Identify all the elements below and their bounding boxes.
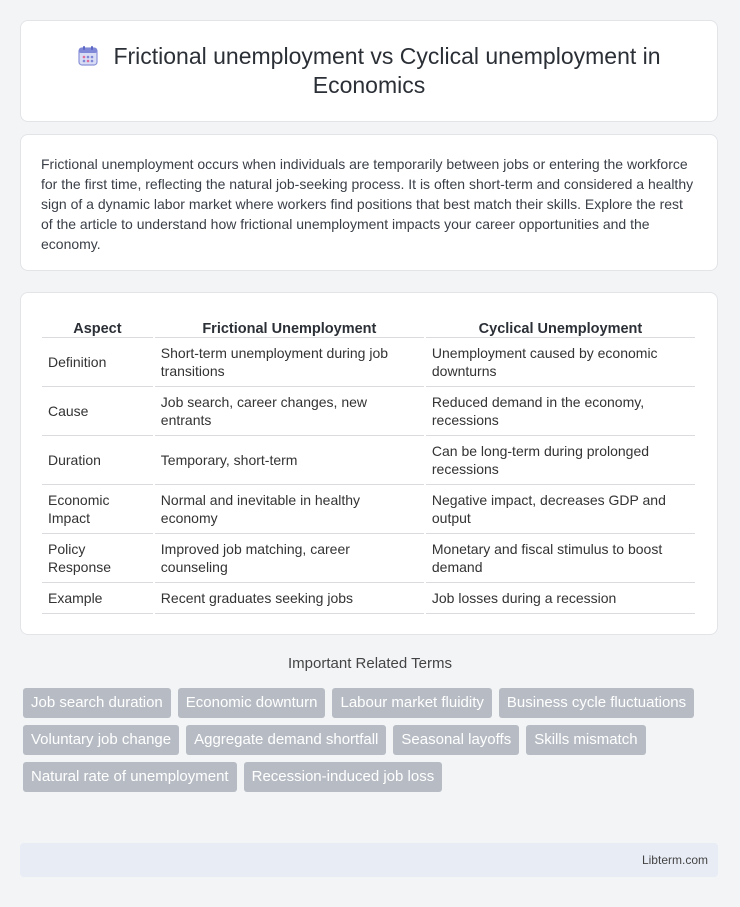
table-cell-aspect: Definition: [42, 338, 153, 387]
table-cell-frictional: Recent graduates seeking jobs: [155, 583, 424, 614]
table-row: [42, 485, 695, 534]
term-tag[interactable]: Voluntary job change: [23, 725, 179, 755]
table-cell-aspect: Example: [42, 583, 153, 614]
term-tag[interactable]: Seasonal layoffs: [393, 725, 519, 755]
term-tag[interactable]: Job search duration: [23, 688, 171, 718]
term-tag[interactable]: Economic downturn: [178, 688, 326, 718]
related-terms-list: [23, 688, 723, 799]
table-cell-cyclical: Reduced demand in the economy, recessions: [426, 387, 695, 436]
table-cell-cyclical: Unemployment caused by economic downturns: [426, 338, 695, 387]
footer-site-link[interactable]: Libterm.com: [641, 853, 708, 867]
related-terms-heading: Important Related Terms: [288, 655, 452, 672]
header-cyclical: Cyclical Unemployment: [426, 315, 695, 338]
table-row: [42, 338, 695, 387]
comparison-card: [20, 292, 718, 635]
page-title: [49, 42, 689, 100]
table-cell-aspect: Policy Response: [42, 534, 153, 583]
term-tag[interactable]: Labour market fluidity: [332, 688, 491, 718]
table-cell-aspect: Cause: [42, 387, 153, 436]
table-cell-aspect: Duration: [42, 436, 153, 485]
term-tag[interactable]: Natural rate of unemployment: [23, 762, 237, 792]
table-cell-frictional: Temporary, short-term: [155, 436, 424, 485]
table-cell-frictional: Improved job matching, career counseling: [155, 534, 424, 583]
intro-text: Frictional unemployment occurs when individuals are temporarily between jobs or entering the workforce for the first time, reflecting the natural job-seeking process. It is often short-term and considered a healthy sign of a dynamic labor market where workers find positions that best match their skills. Explore the rest of the article to understand how frictional unemployment impacts your career opportunities and the economy.: [41, 156, 694, 252]
footer: [20, 843, 718, 877]
table-row: [42, 534, 695, 583]
table-header-row: [42, 315, 695, 338]
table-cell-aspect: Economic Impact: [42, 485, 153, 534]
title-card: [20, 20, 718, 122]
table-cell-cyclical: Job losses during a recession: [426, 583, 695, 614]
calendar-icon: [77, 45, 99, 67]
table-cell-cyclical: Can be long-term during prolonged recessions: [426, 436, 695, 485]
table-cell-cyclical: Monetary and fiscal stimulus to boost demand: [426, 534, 695, 583]
header-aspect: Aspect: [42, 315, 153, 338]
header-frictional: Frictional Unemployment: [155, 315, 424, 338]
table-row: [42, 387, 695, 436]
table-cell-frictional: Short-term unemployment during job transitions: [155, 338, 424, 387]
intro-card: [20, 134, 718, 271]
table-cell-frictional: Normal and inevitable in healthy economy: [155, 485, 424, 534]
table-row: [42, 583, 695, 614]
term-tag[interactable]: Business cycle fluctuations: [499, 688, 694, 718]
table-cell-frictional: Job search, career changes, new entrants: [155, 387, 424, 436]
term-tag[interactable]: Recession-induced job loss: [244, 762, 443, 792]
term-tag[interactable]: Aggregate demand shortfall: [186, 725, 386, 755]
table-cell-cyclical: Negative impact, decreases GDP and output: [426, 485, 695, 534]
page-title-text: Frictional unemployment vs Cyclical unemployment in Economics: [113, 43, 661, 98]
comparison-table: [40, 315, 697, 614]
table-row: [42, 436, 695, 485]
term-tag[interactable]: Skills mismatch: [526, 725, 645, 755]
